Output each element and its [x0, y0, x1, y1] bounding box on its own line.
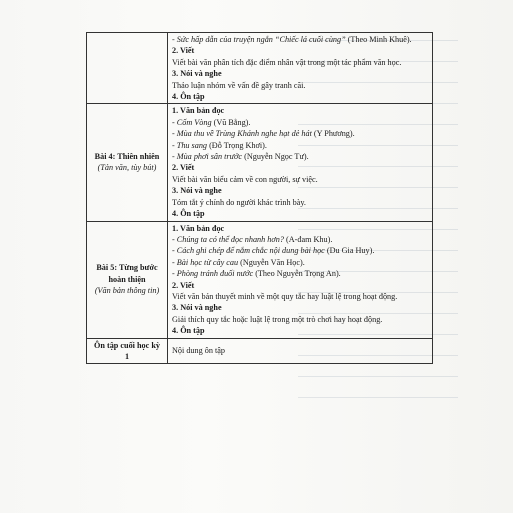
table-row — [87, 33, 433, 104]
reading-item: - Phòng tránh đuối nước (Theo Nguyễn Trọng An). — [172, 269, 341, 279]
section-text: Thảo luận nhóm về vấn đề gây tranh cãi. — [172, 80, 306, 90]
lesson-cell — [87, 33, 168, 104]
section-text: Viết bài văn biểu cảm về con người, sự việc. — [172, 174, 318, 184]
section-heading: 4. Ôn tập — [172, 92, 205, 102]
reading-item: - Mùa phơi sân trước (Nguyễn Ngọc Tư). — [172, 152, 309, 162]
section-heading: 1. Văn bản đọc — [172, 223, 225, 233]
section-heading: 3. Nói và nghe — [172, 186, 222, 196]
section-heading: 2. Viết — [172, 46, 195, 56]
content-cell — [168, 338, 433, 364]
content-cell — [168, 221, 433, 338]
content-cell — [168, 33, 433, 104]
lesson-cell — [87, 221, 168, 338]
table-row — [87, 104, 433, 221]
section-heading: 3. Nói và nghe — [172, 69, 222, 79]
section-heading: 4. Ôn tập — [172, 326, 205, 336]
reading-item: - Mùa thu về Trùng Khánh nghe hạt dẻ hát (Y Phương). — [172, 129, 355, 139]
lesson-genre: (Văn bản thông tin) — [94, 286, 160, 296]
reading-item: - Bài học từ cây cau (Nguyễn Văn Học). — [172, 257, 305, 267]
lesson-title: Bài 5: Từng bước hoàn thiện — [96, 263, 158, 284]
table-row — [87, 221, 433, 338]
section-text: Tóm tắt ý chính do người khác trình bày. — [172, 197, 306, 207]
lesson-cell — [87, 104, 168, 221]
table-row — [87, 338, 433, 364]
section-heading: 4. Ôn tập — [172, 209, 205, 219]
section-heading: 1. Văn bản đọc — [172, 106, 225, 116]
section-heading: 2. Viết — [172, 163, 195, 173]
section-text: Viết văn bản thuyết minh về một quy tắc hay luật lệ trong hoạt động. — [172, 291, 398, 301]
review-title: Ôn tập cuối học kỳ 1 — [94, 340, 160, 361]
review-content: Nội dung ôn tập — [172, 346, 225, 356]
reading-item: - Cốm Vòng (Vũ Bằng). — [172, 117, 251, 127]
reading-item: - Thu sang (Đỗ Trọng Khơi). — [172, 140, 267, 150]
section-text: Viết bài văn phân tích đặc điểm nhân vật trong một tác phẩm văn học. — [172, 57, 402, 67]
section-heading: 3. Nói và nghe — [172, 303, 222, 313]
reading-item: - Chúng ta có thể đọc nhanh hơn? (A-đam Khu). — [172, 234, 333, 244]
section-heading: 2. Viết — [172, 280, 195, 290]
reading-item: - Cách ghi chép để nắm chắc nội dung bài học (Du Gia Huy). — [172, 246, 375, 256]
section-text: Giải thích quy tắc hoặc luật lệ trong một trò chơi hay hoạt động. — [172, 314, 383, 324]
lesson-title: Bài 4: Thiên nhiên — [94, 152, 160, 162]
review-cell — [87, 338, 168, 364]
content-cell — [168, 104, 433, 221]
lesson-genre: (Tản văn, tùy bút) — [97, 163, 157, 173]
curriculum-table — [86, 32, 433, 364]
reading-item: - Sức hấp dẫn của truyện ngắn “Chiếc lá cuối cùng” (Theo Minh Khuê). — [172, 35, 412, 44]
